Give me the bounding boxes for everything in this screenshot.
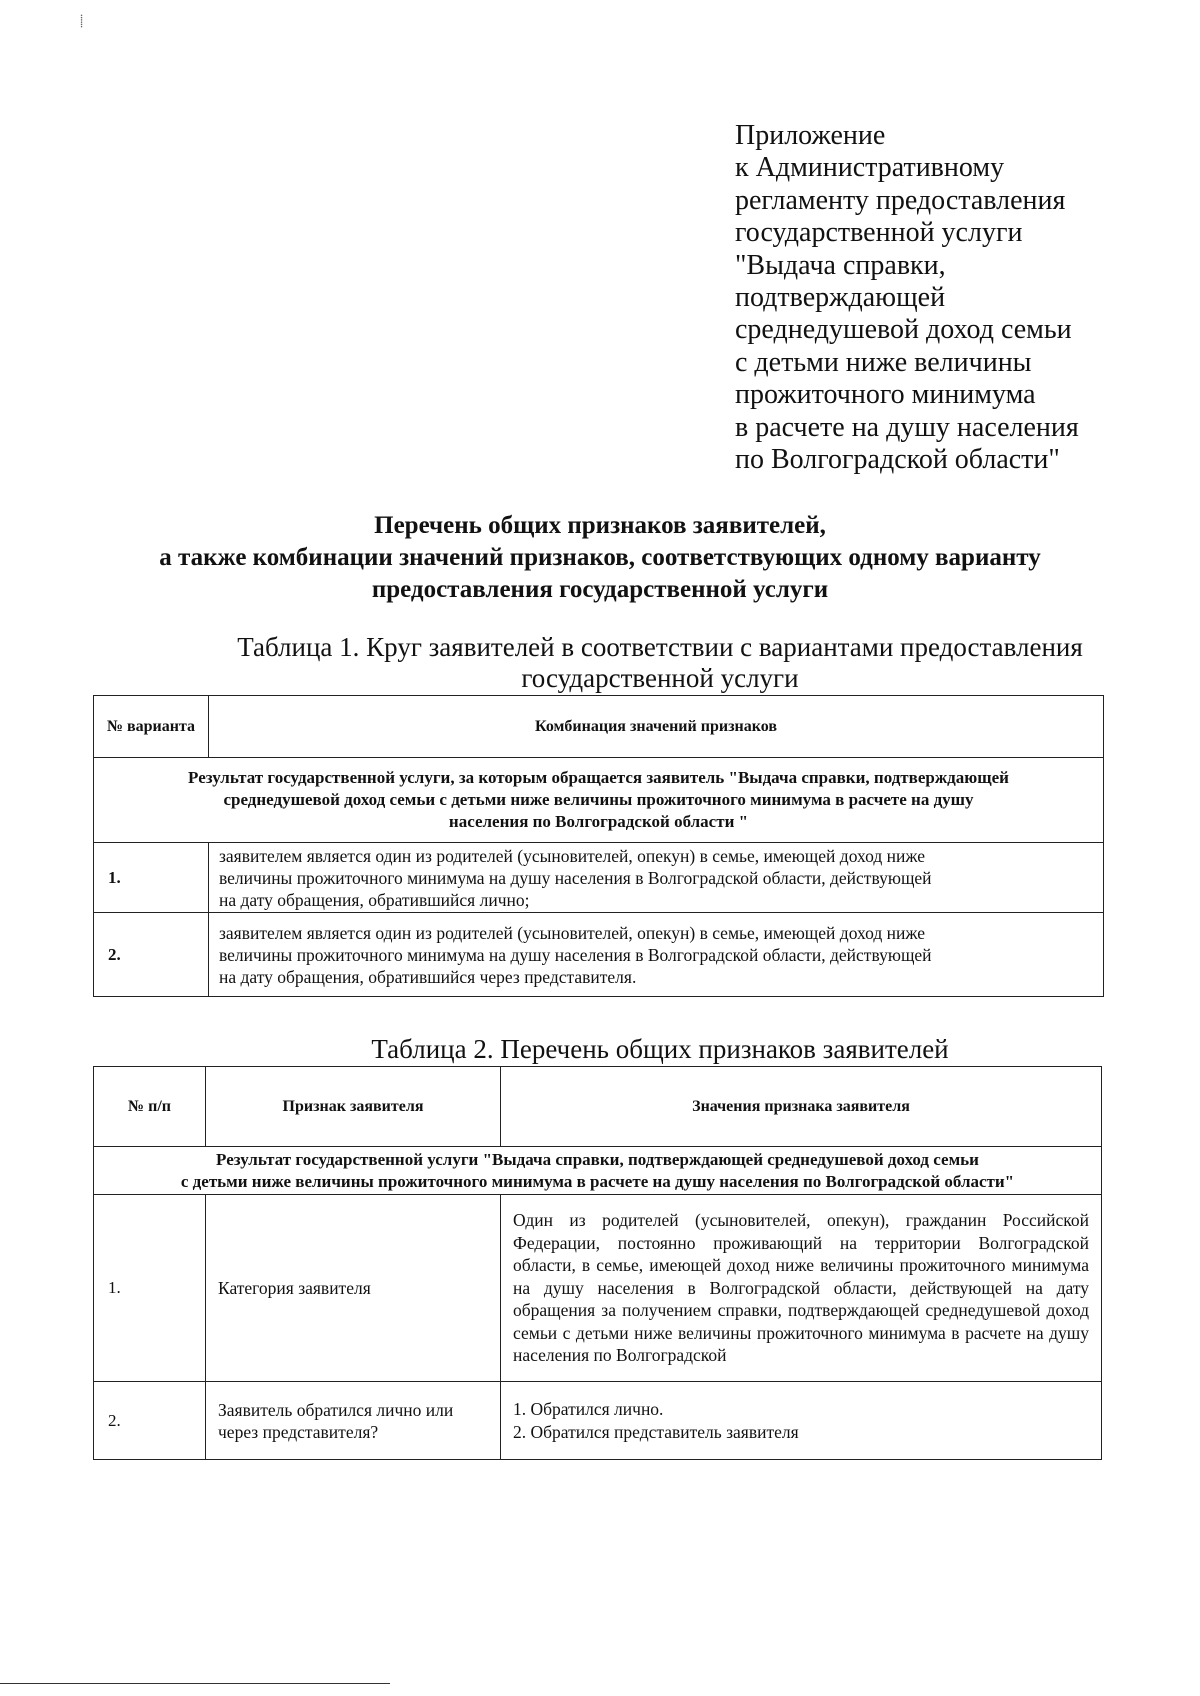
variant-number: 1.: [94, 843, 209, 913]
result-cell: [94, 1147, 1102, 1195]
row-number: 1.: [94, 1195, 206, 1382]
caption-line: государственной услуги: [521, 663, 799, 693]
table1-caption: [180, 632, 1140, 694]
appendix-line: подтверждающей: [735, 282, 946, 314]
result-line: населения по Волгоградской области ": [448, 812, 749, 831]
table-row: [94, 913, 1104, 997]
result-line: среднедушевой доход семьи с детьми ниже величины прожиточного минимума в расчете на душу: [223, 790, 974, 809]
appendix-line: среднедушевой доход семьи: [735, 314, 1072, 346]
table-row: [94, 843, 1104, 913]
header-variant-number: № варианта: [94, 696, 209, 758]
result-line: Результат государственной услуги "Выдача справки, подтверждающей среднедушевой доход семьи: [216, 1149, 979, 1169]
title-line: а также комбинации значений признаков, соответствующих одному варианту: [159, 544, 1041, 571]
sign-name: Заявитель обратился лично или через представителя?: [206, 1382, 501, 1460]
page-bottom-rule: [0, 1683, 390, 1684]
table2-caption: Таблица 2. Перечень общих признаков заявителей: [371, 1034, 949, 1064]
variant-description: [209, 843, 1104, 913]
title-line: Перечень общих признаков заявителей,: [374, 512, 826, 539]
appendix-line: регламенту предоставления: [735, 184, 1066, 216]
header-combination: Комбинация значений признаков: [209, 696, 1104, 758]
appendix-line: Приложение: [735, 120, 886, 151]
appendix-line: в расчете на душу населения: [735, 411, 1079, 443]
sign-name: Категория заявителя: [206, 1195, 501, 1382]
appendix-line: государственной услуги: [735, 217, 1023, 249]
table-result-row: [94, 758, 1104, 843]
description-line: величины прожиточного минимума на душу населения в Волгоградской области, действующей: [219, 867, 932, 888]
table-result-row: [94, 1147, 1102, 1195]
sign-values: Один из родителей (усыновителей, опекун), гражданин Российской Федерации, постоянно проживающий на территории Волгоградской области, в семье, имеющей доход ниже величины прожиточного минимума на душу населения в Волгоградской области, действующей на дату обращения за получением справки, подтверждающей среднедушевой доход семьи с детьми ниже величины прожиточного минимума в расчете на душу населения по Волгоградской: [501, 1195, 1102, 1382]
result-line: с детьми ниже величины прожиточного минимума в расчете на душу населения по Волгоградской области": [180, 1171, 1015, 1191]
appendix-line: с детьми ниже величины: [735, 346, 1032, 378]
appendix-line: прожиточного минимума: [735, 379, 1036, 411]
header-number: № п/п: [94, 1067, 206, 1147]
appendix-line: по Волгоградской области": [735, 444, 1060, 476]
variant-number: 2.: [94, 913, 209, 997]
scan-mark: ⸽: [80, 14, 84, 28]
document-title: [0, 510, 1200, 606]
row-number: 2.: [94, 1382, 206, 1460]
description-line: заявителем является один из родителей (усыновителей, опекун) в семье, имеющей доход ниже: [219, 845, 925, 866]
table-applicant-signs: [93, 1066, 1102, 1460]
caption-line: Таблица 1. Круг заявителей в соответствии с вариантами предоставления: [237, 632, 1083, 662]
table-row: [94, 1195, 1102, 1382]
table-variants: [93, 695, 1104, 997]
variant-description: [209, 913, 1104, 997]
description-line: на дату обращения, обратившийся лично;: [219, 889, 530, 910]
sign-values: [501, 1382, 1102, 1460]
value-line: 1. Обратился лично.: [513, 1399, 664, 1419]
description-line: величины прожиточного минимума на душу населения в Волгоградской области, действующей: [219, 944, 932, 965]
table-header-row: [94, 696, 1104, 758]
title-line: предоставления государственной услуги: [371, 576, 829, 603]
result-cell: [94, 758, 1104, 843]
header-values: Значения признака заявителя: [501, 1067, 1102, 1147]
appendix-block: [735, 120, 1175, 476]
value-line: 2. Обратился представитель заявителя: [513, 1421, 799, 1442]
table-header-row: [94, 1067, 1102, 1147]
result-line: Результат государственной услуги, за которым обращается заявитель "Выдача справки, подтверждающей: [188, 768, 1009, 787]
appendix-line: к Административному: [735, 152, 1005, 184]
table-row: [94, 1382, 1102, 1460]
header-sign: Признак заявителя: [206, 1067, 501, 1147]
description-line: на дату обращения, обратившийся через представителя.: [219, 966, 637, 987]
description-line: заявителем является один из родителей (усыновителей, опекун) в семье, имеющей доход ниже: [219, 922, 925, 943]
appendix-line: "Выдача справки,: [735, 249, 946, 281]
